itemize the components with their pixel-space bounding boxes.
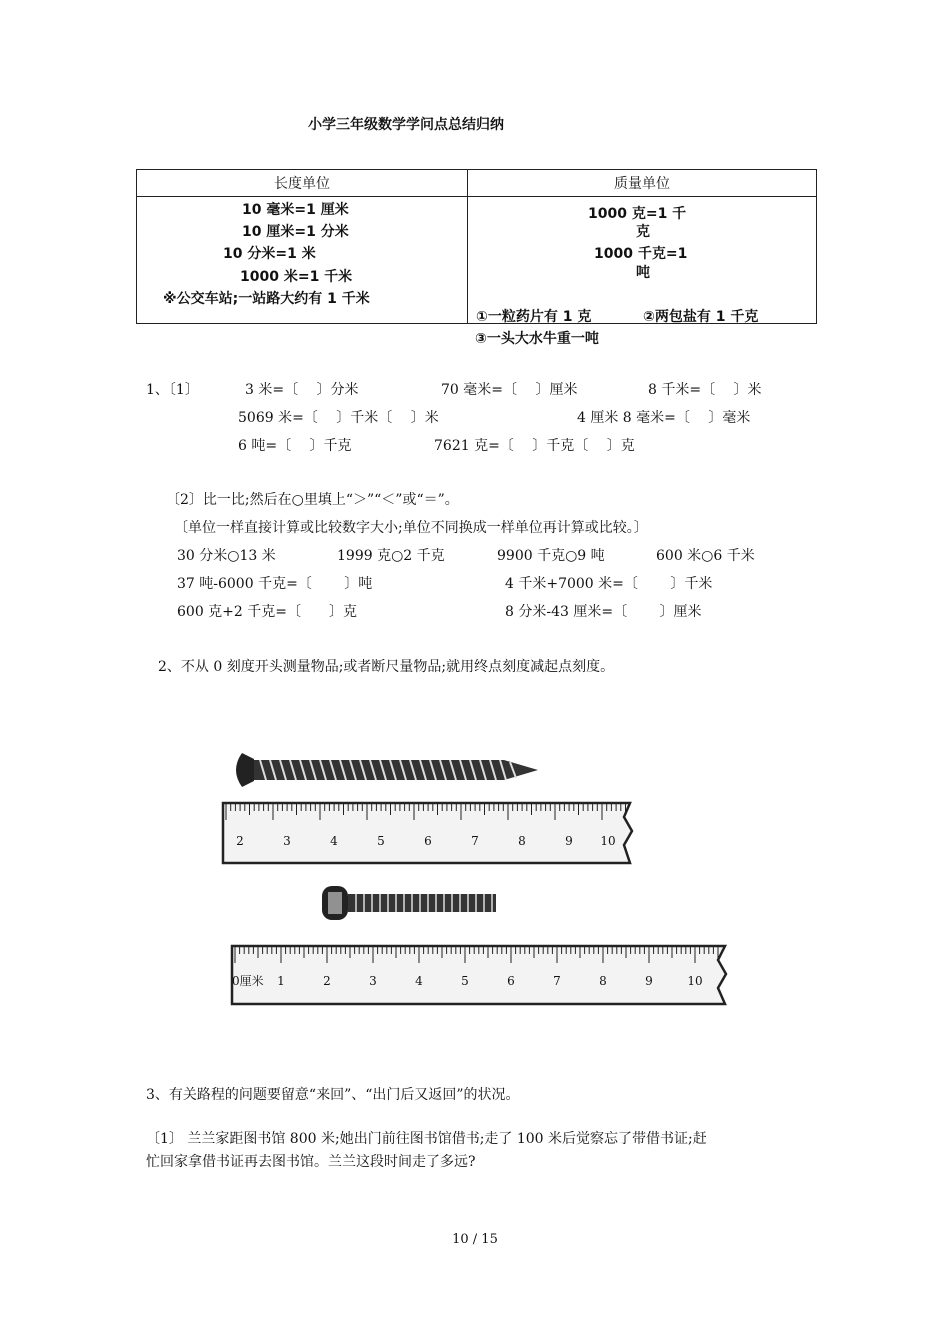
ruler-1-label: 2	[236, 834, 244, 848]
ruler-1-label: 8	[518, 834, 526, 848]
mass-line: 1000 千克=1	[594, 246, 688, 262]
ruler-2-label: 6	[507, 974, 515, 988]
ruler-1-label: 4	[330, 834, 338, 848]
ruler-1-label: 5	[377, 834, 385, 848]
mass-example: ②两包盐有 1 千克	[643, 309, 759, 325]
ruler-1-label: 10	[600, 834, 616, 848]
ruler-2-label: 7	[553, 974, 561, 988]
q1-item: 6 吨=〔 〕千克	[238, 438, 352, 454]
compare-item: 9900 千克○9 吨	[497, 548, 605, 564]
mass-cell	[468, 197, 817, 324]
length-header: 长度单位	[137, 170, 468, 197]
ruler-figure-1	[220, 745, 650, 870]
bolt-icon	[322, 886, 496, 920]
ruler-figure-2	[228, 880, 733, 1008]
mass-example-below: ③一头大水牛重一吨	[475, 331, 599, 347]
ruler-2-label: 2	[323, 974, 331, 988]
q1-part2-title: 〔2〕比一比;然后在○里填上“＞”“＜”或“＝”。	[166, 492, 459, 508]
length-line: 10 厘米=1 分米	[242, 224, 349, 240]
units-table	[136, 169, 817, 324]
screw-icon	[236, 753, 538, 787]
q1-item: 5069 米=〔 〕千米〔 〕米	[238, 410, 439, 426]
page-number: 10 / 15	[452, 1232, 498, 1247]
mass-line: 1000 克=1 千	[588, 206, 687, 222]
ruler-2-label: 10	[687, 974, 703, 988]
length-line: 10 分米=1 米	[223, 246, 316, 262]
compare-item: 1999 克○2 千克	[337, 548, 445, 564]
length-note: ※公交车站;一站路大约有 1 千米	[163, 291, 370, 307]
q1-item: 3 米=〔 〕分米	[245, 382, 359, 398]
ruler-2-label: 4	[415, 974, 423, 988]
q3-sub1: 忙回家拿借书证再去图书馆。兰兰这段时间走了多远?	[146, 1154, 476, 1170]
ruler-1-label: 9	[565, 834, 573, 848]
calc-item: 4 千米+7000 米=〔 〕千米	[505, 576, 713, 592]
q1-label: 1、〔1〕	[146, 382, 199, 398]
length-cell	[137, 197, 468, 324]
mass-line: 吨	[636, 265, 650, 281]
mass-line: 克	[636, 224, 650, 240]
q1-part2-note: 〔单位一样直接计算或比较数字大小;单位不同换成一样单位再计算或比较。〕	[174, 520, 648, 536]
calc-item: 37 吨-6000 千克=〔 〕吨	[177, 576, 373, 592]
ruler-2-label: 1	[277, 974, 285, 988]
ruler-2-label: 3	[369, 974, 377, 988]
q1-item: 7621 克=〔 〕千克〔 〕克	[434, 438, 635, 454]
length-line: 10 毫米=1 厘米	[242, 202, 349, 218]
ruler-1	[223, 803, 632, 863]
calc-item: 600 克+2 千克=〔 〕克	[177, 604, 357, 620]
q3-sub1: 〔1〕 兰兰家距图书馆 800 米;她出门前往图书馆借书;走了 100 米后觉察忘了带借书证;赶	[146, 1131, 707, 1147]
mass-example: ①一粒药片有 1 克	[476, 309, 592, 325]
ruler-1-label: 7	[471, 834, 479, 848]
q1-item: 8 千米=〔 〕米	[648, 382, 762, 398]
compare-item: 600 米○6 千米	[656, 548, 755, 564]
calc-item: 8 分米-43 厘米=〔 〕厘米	[505, 604, 702, 620]
q1-item: 70 毫米=〔 〕厘米	[441, 382, 578, 398]
ruler-1-label: 3	[283, 834, 291, 848]
ruler-1-label: 6	[424, 834, 432, 848]
q2-text: 2、不从 0 刻度开头测量物品;或者断尺量物品;就用终点刻度减起点刻度。	[158, 659, 615, 675]
q1-item: 4 厘米 8 毫米=〔 〕毫米	[577, 410, 751, 426]
ruler-2-label: 9	[645, 974, 653, 988]
ruler-2-origin-label: 0厘米	[232, 974, 264, 988]
length-line: 1000 米=1 千米	[240, 269, 353, 285]
compare-item: 30 分米○13 米	[177, 548, 276, 564]
ruler-2-label: 8	[599, 974, 607, 988]
q3-text: 3、有关路程的问题要留意“来回”、“出门后又返回”的状况。	[146, 1087, 520, 1103]
ruler-2-label: 5	[461, 974, 469, 988]
page-title: 小学三年级数学学问点总结归纳	[308, 117, 504, 133]
mass-header: 质量单位	[468, 170, 817, 197]
